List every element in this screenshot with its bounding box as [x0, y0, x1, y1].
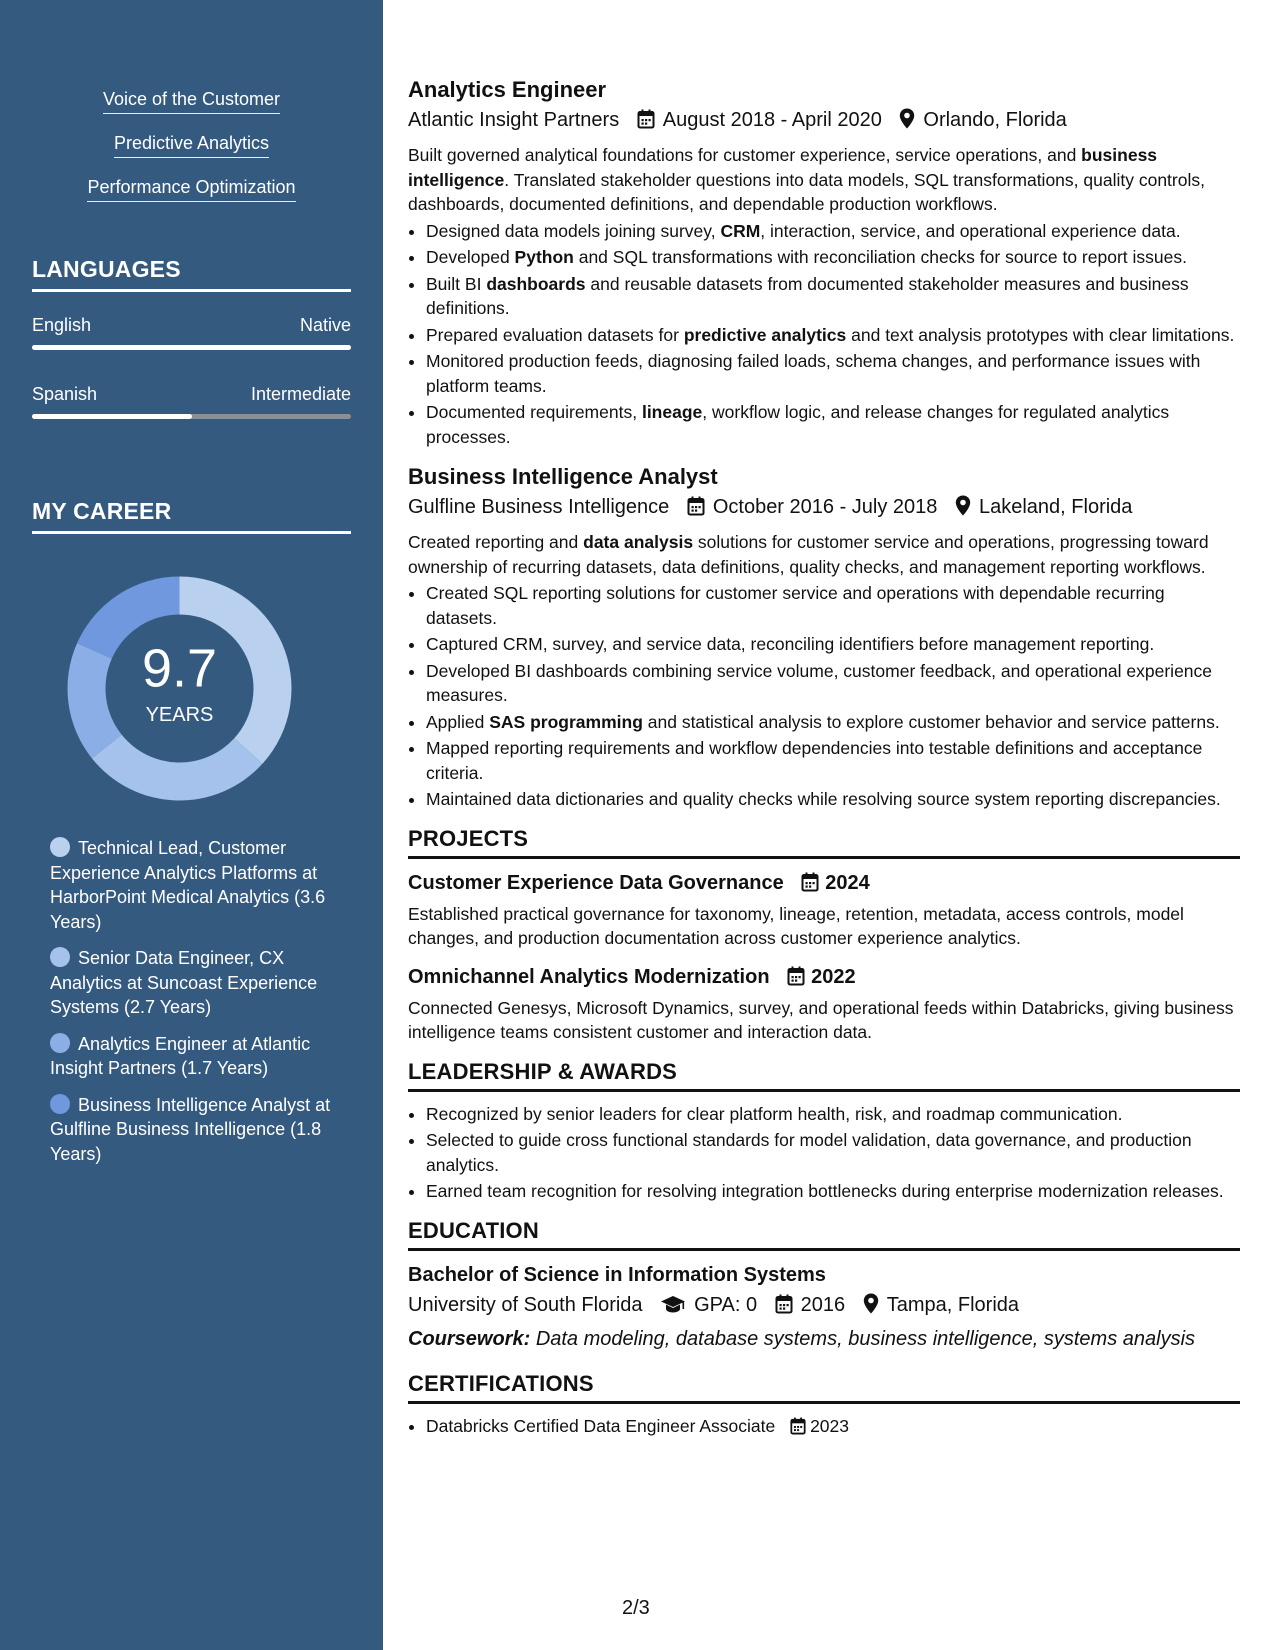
project-description: Established practical governance for taxonomy, lineage, retention, metadata, access controls, model changes, and production documentation across customer experience analytics.	[408, 903, 1184, 948]
career-legend	[50, 836, 340, 1178]
donut-segment-2	[92, 735, 262, 801]
education-location: Tampa, Florida	[886, 1293, 1020, 1316]
job-meta	[408, 493, 1240, 524]
language-name: English	[32, 315, 92, 335]
location-pin-icon	[863, 1293, 879, 1322]
legend-dot	[50, 947, 70, 967]
career-heading: MY CAREER	[32, 498, 351, 534]
text-segment: and SQL transformations with reconciliation checks for source to report issues.	[573, 247, 1187, 267]
project-entry	[408, 963, 1240, 1045]
legend-dot	[50, 1094, 70, 1114]
legend-dot	[50, 837, 70, 857]
job-bullet	[426, 272, 1240, 321]
job-bullet	[426, 400, 1240, 449]
skill-voice-of-customer: Voice of the Customer	[103, 88, 280, 114]
text-segment: . Translated stakeholder questions into data models, SQL transformations, quality controls, dashboards, documented definitions, and dependable production workflows.	[408, 169, 1205, 214]
text-segment: Prepared evaluation datasets for	[426, 324, 684, 345]
job-dates: August 2018 - April 2020	[662, 109, 882, 131]
project-title: Customer Experience Data Governance	[408, 871, 784, 894]
career-total-value: 9.7	[141, 638, 218, 699]
job-bullet	[426, 349, 1240, 398]
job-bullets	[408, 219, 1240, 450]
certification-name: Databricks Certified Data Engineer Associate	[426, 1415, 776, 1436]
bold-keyword: dashboards	[486, 273, 586, 294]
language-level: Native	[299, 315, 351, 335]
job-bullet	[426, 219, 1240, 244]
leadership-item: • Earned team recognition for resolving integration bottlenecks during enterprise modernization releases.	[426, 1179, 1240, 1204]
career-legend-text: Technical Lead, Customer Experience Analytics Platforms at HarborPoint Medical Analytics (3.6 Years)	[50, 838, 326, 932]
language-level: Intermediate	[250, 384, 351, 404]
skills-list	[0, 88, 383, 220]
bold-keyword: data analysis	[583, 532, 694, 552]
leadership-list	[408, 1102, 1240, 1204]
bold-keyword: predictive analytics	[683, 324, 847, 345]
language-row-english	[32, 315, 351, 336]
text-segment: Developed BI dashboards combining service volume, customer feedback, and operational experience measures.	[426, 660, 1213, 705]
career-total-unit: YEARS	[145, 704, 214, 726]
text-segment: Created reporting and	[408, 532, 584, 552]
project-year: 2022	[811, 965, 856, 988]
job-bullet	[426, 659, 1240, 708]
text-segment: Monitored production feeds, diagnosing failed loads, schema changes, and performance issues with platform teams.	[426, 351, 1201, 396]
job-entry	[408, 76, 1240, 449]
donut-segment-3	[68, 643, 122, 758]
bold-keyword: CRM	[720, 220, 761, 241]
text-segment: Applied	[426, 711, 490, 732]
text-segment: Built BI	[426, 273, 487, 294]
education-year: 2016	[800, 1293, 846, 1316]
job-bullet	[426, 581, 1240, 630]
bold-keyword: lineage	[641, 402, 703, 422]
education-heading: EDUCATION	[408, 1218, 1240, 1251]
language-bar-english	[32, 345, 351, 350]
job-bullet	[426, 710, 1240, 735]
sidebar	[0, 0, 383, 1650]
text-segment: Captured CRM, survey, and service data, reconciling identifiers before management reporting.	[426, 634, 1155, 654]
career-legend-text: Senior Data Engineer, CX Analytics at Suncoast Experience Systems (2.7 Years)	[50, 948, 318, 1017]
coursework-label: Coursework:	[408, 1327, 531, 1350]
text-segment: solutions for customer service and operations, progressing toward ownership of recurring datasets, data definitions, quality checks, and management reporting workflows.	[408, 532, 1209, 577]
project-title-row	[408, 963, 1240, 994]
legend-dot	[50, 1033, 70, 1053]
job-bullet	[426, 323, 1240, 348]
job-title: Analytics Engineer	[408, 77, 607, 102]
calendar-icon	[801, 872, 819, 900]
project-description: Connected Genesys, Microsoft Dynamics, survey, and operational feeds within Databricks, giving business intelligence teams consistent customer and interaction data.	[408, 997, 1234, 1042]
job-entry	[408, 463, 1240, 812]
main-content	[408, 76, 1240, 1443]
certifications-heading: CERTIFICATIONS	[408, 1371, 1240, 1404]
job-company: Atlantic Insight Partners	[408, 109, 620, 131]
leadership-heading: LEADERSHIP & AWARDS	[408, 1059, 1240, 1092]
education-school: University of South Florida	[408, 1293, 643, 1316]
text-segment: , workflow logic, and release changes for regulated analytics processes.	[426, 402, 1170, 447]
leadership-item: • Selected to guide cross functional standards for model validation, data governance, and production analytics.	[426, 1128, 1240, 1177]
job-summary	[408, 530, 1240, 579]
education-coursework	[408, 1325, 1240, 1353]
text-segment: Built governed analytical foundations for customer experience, service operations, and	[408, 145, 1082, 165]
language-name: Spanish	[32, 384, 98, 404]
career-legend-item	[50, 1032, 340, 1081]
project-title: Omnichannel Analytics Modernization	[408, 965, 770, 988]
certifications-list	[408, 1414, 1240, 1442]
job-summary	[408, 143, 1240, 217]
career-donut-chart	[66, 575, 293, 802]
text-segment: Maintained data dictionaries and quality checks while resolving source system reporting discrepancies.	[426, 789, 1221, 809]
skill-performance-optimization: Performance Optimization	[87, 176, 295, 202]
job-dates: October 2016 - July 2018	[712, 496, 938, 518]
calendar-icon	[775, 1294, 793, 1322]
job-title: Business Intelligence Analyst	[408, 464, 718, 489]
education-gpa: GPA: 0	[694, 1293, 758, 1316]
text-segment: Developed	[426, 247, 515, 267]
project-year: 2024	[825, 871, 870, 894]
education-degree: Bachelor of Science in Information Systems	[408, 1263, 826, 1286]
text-segment: and reusable datasets from documented stakeholder measures and business definitions.	[426, 273, 1189, 318]
job-location: Orlando, Florida	[923, 109, 1067, 131]
project-title-row	[408, 869, 1240, 900]
job-location: Lakeland, Florida	[978, 496, 1133, 518]
text-segment: , interaction, service, and operational experience data.	[760, 220, 1181, 241]
bold-keyword: Python	[514, 247, 574, 267]
text-segment: Created SQL reporting solutions for customer service and operations with dependable recurring datasets.	[426, 583, 1165, 628]
page-number: 2/3	[622, 1597, 650, 1619]
language-bar-spanish	[32, 414, 351, 419]
location-pin-icon	[899, 108, 915, 137]
career-legend-item	[50, 1093, 340, 1167]
skill-predictive-analytics: Predictive Analytics	[114, 132, 269, 158]
career-legend-item	[50, 836, 340, 934]
location-pin-icon	[955, 495, 971, 524]
text-segment: Mapped reporting requirements and workflow dependencies into testable definitions and acceptance criteria.	[426, 738, 1203, 783]
job-meta	[408, 106, 1240, 137]
calendar-icon	[687, 496, 705, 524]
coursework-text: Data modeling, database systems, business intelligence, systems analysis	[535, 1327, 1196, 1350]
projects-heading: PROJECTS	[408, 826, 1240, 859]
career-legend-item	[50, 946, 340, 1020]
education-meta	[408, 1291, 1240, 1322]
job-bullet	[426, 245, 1240, 270]
graduation-cap-icon	[660, 1294, 686, 1322]
calendar-icon	[790, 1417, 806, 1442]
career-legend-text: Business Intelligence Analyst at Gulfline Business Intelligence (1.8 Years)	[50, 1094, 331, 1164]
calendar-icon	[787, 966, 805, 994]
languages-heading: LANGUAGES	[32, 256, 351, 292]
project-entry	[408, 869, 1240, 951]
job-bullet	[426, 787, 1240, 812]
job-bullet	[426, 632, 1240, 657]
job-company: Gulfline Business Intelligence	[408, 496, 670, 518]
career-legend-text: Analytics Engineer at Atlantic Insight Partners (1.7 Years)	[50, 1033, 311, 1078]
job-bullets	[408, 581, 1240, 812]
language-row-spanish	[32, 384, 351, 405]
certification-year: 2023	[810, 1415, 850, 1436]
certification-item	[426, 1414, 1240, 1442]
text-segment: Documented requirements,	[426, 402, 642, 422]
language-bar-fill	[32, 414, 192, 419]
text-segment: and text analysis prototypes with clear limitations.	[846, 324, 1235, 345]
text-segment: and statistical analysis to explore customer behavior and service patterns.	[642, 711, 1220, 732]
bold-keyword: business intelligence	[408, 145, 1158, 190]
language-bar-fill	[32, 345, 351, 350]
leadership-item: • Recognized by senior leaders for clear platform health, risk, and roadmap communication.	[426, 1102, 1240, 1127]
bold-keyword: SAS programming	[489, 711, 643, 732]
text-segment: Designed data models joining survey,	[426, 220, 721, 241]
job-bullet	[426, 736, 1240, 785]
calendar-icon	[637, 109, 655, 137]
